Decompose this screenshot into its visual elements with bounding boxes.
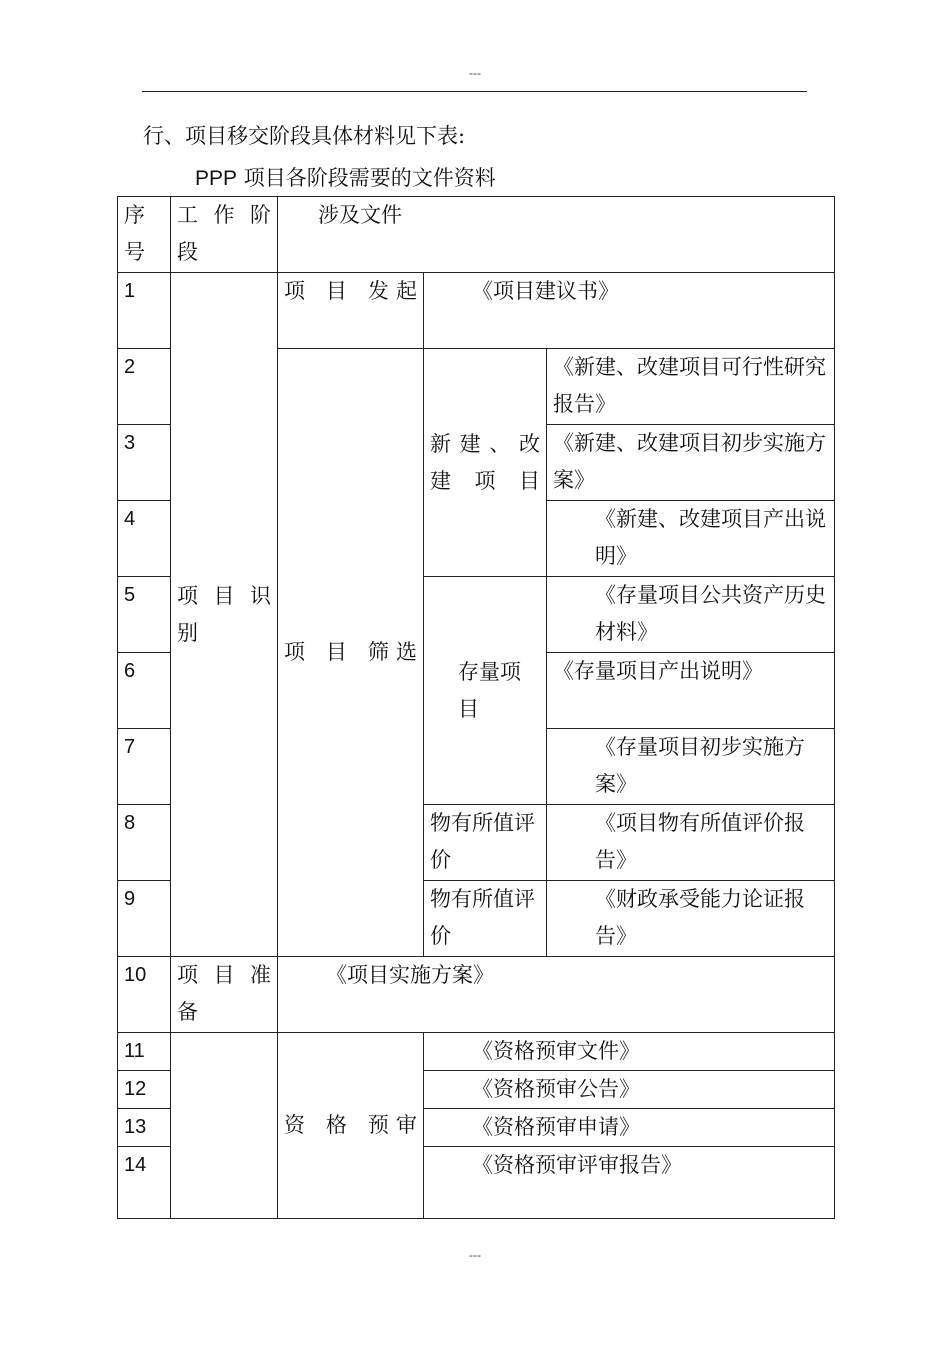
- caption-rest: 项目各阶段需要的文件资料: [237, 166, 496, 190]
- intro-text: 行、项目移交阶段具体材料见下表:: [143, 124, 466, 148]
- stage-preparation: 项 目 准备: [171, 957, 278, 1033]
- header-rule: [142, 91, 807, 92]
- row-doc: 《存量项目公共资产历史材料》: [547, 577, 835, 653]
- header-seq: 序号: [118, 197, 171, 273]
- row-seq: 4: [118, 501, 171, 577]
- table-row: [118, 1033, 835, 1071]
- row-seq: 7: [118, 729, 171, 805]
- header-docs: 涉及文件: [278, 197, 835, 273]
- row-doc: 《存量项目产出说明》: [547, 653, 835, 729]
- header-stage: 工 作 阶段: [171, 197, 278, 273]
- sub-stage-prequalification: 资 格 预审: [278, 1033, 424, 1219]
- stage-identification: 项 目 识别: [171, 273, 278, 957]
- row-seq: 8: [118, 805, 171, 881]
- table-row: [118, 273, 835, 349]
- documents-table: [117, 196, 835, 1219]
- category-existing: 存量项目: [424, 577, 547, 805]
- row-doc: 《项目建议书》: [424, 273, 835, 349]
- row-doc: 《资格预审文件》: [424, 1033, 835, 1071]
- row-seq: 14: [118, 1147, 171, 1219]
- row-seq: 11: [118, 1033, 171, 1071]
- category-new-rebuild: 新建、改 建项目: [424, 349, 547, 577]
- row-doc: 《新建、改建项目可行性研究报告》: [547, 349, 835, 425]
- row-doc: 《资格预审评审报告》: [424, 1147, 835, 1219]
- row-doc: 《存量项目初步实施方案》: [547, 729, 835, 805]
- row-doc: 《新建、改建项目初步实施方案》: [547, 425, 835, 501]
- row-seq: 1: [118, 273, 171, 349]
- row-seq: 6: [118, 653, 171, 729]
- row-doc: 《新建、改建项目产出说明》: [547, 501, 835, 577]
- table-caption: [195, 162, 496, 192]
- row-doc: 《项目实施方案》: [278, 957, 835, 1033]
- row-seq: 5: [118, 577, 171, 653]
- row-seq: 12: [118, 1071, 171, 1109]
- row-seq: 3: [118, 425, 171, 501]
- row-doc: 《项目物有所值评价报告》: [547, 805, 835, 881]
- row-seq: 10: [118, 957, 171, 1033]
- header-mark: ---: [469, 66, 481, 80]
- footer-mark: ---: [469, 1248, 481, 1262]
- category-vfm: 物有所值评价: [424, 805, 547, 881]
- row-doc: 《资格预审申请》: [424, 1109, 835, 1147]
- table-header-row: [118, 197, 835, 273]
- table-row: [118, 957, 835, 1033]
- caption-latin: PPP: [195, 167, 238, 190]
- row-doc: 《财政承受能力论证报告》: [547, 881, 835, 957]
- row-seq: 9: [118, 881, 171, 957]
- row-doc: 《资格预审公告》: [424, 1071, 835, 1109]
- row-seq: 2: [118, 349, 171, 425]
- sub-stage-initiation: 项 目 发起: [278, 273, 424, 349]
- category-vfm: 物有所值评价: [424, 881, 547, 957]
- sub-stage-screening: 项 目 筛选: [278, 349, 424, 957]
- row-seq: 13: [118, 1109, 171, 1147]
- stage-blank: [171, 1033, 278, 1219]
